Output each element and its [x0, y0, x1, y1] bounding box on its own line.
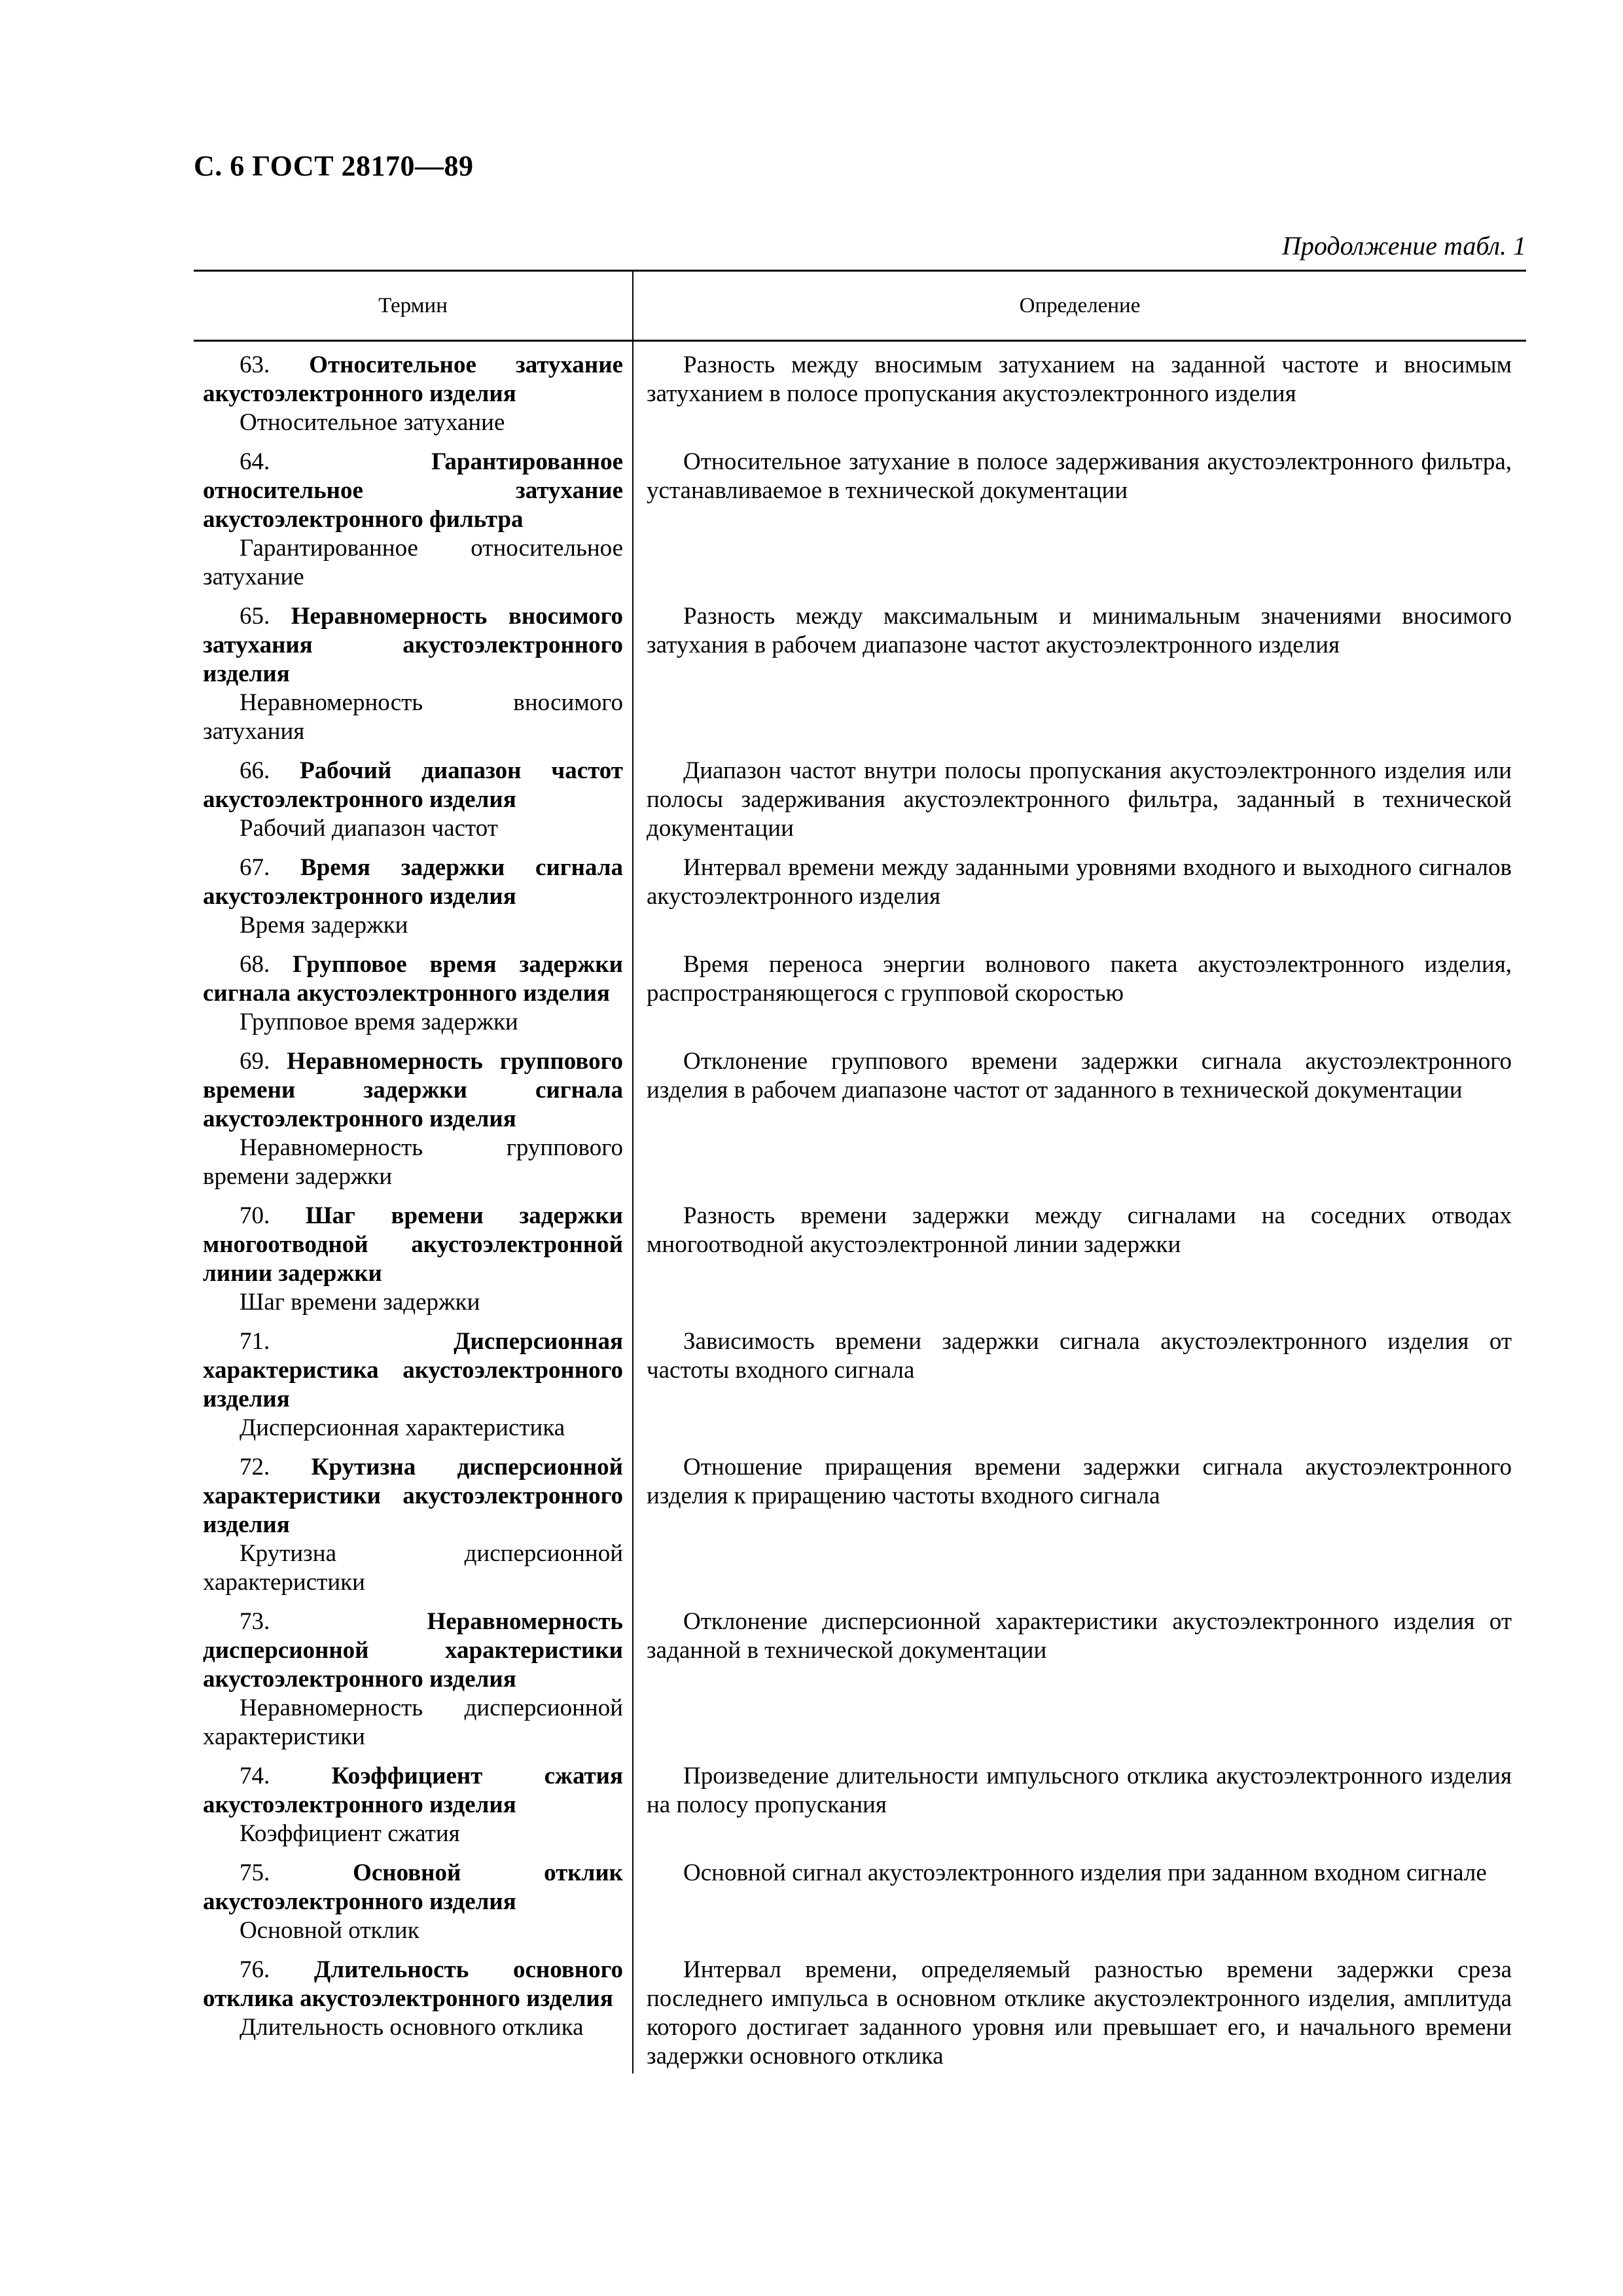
term-heading: [203, 1453, 623, 1539]
definition-cell: [632, 1039, 1526, 1194]
term-cell: [194, 594, 632, 749]
term-short-form: Относительное затухание: [240, 409, 505, 436]
term-name: Гарантированное относительное затухание акустоэлектронного фильтра: [203, 448, 623, 533]
definition-cell: [632, 1445, 1526, 1600]
term-cell: [194, 1600, 632, 1754]
term-short-form: Время задержки: [240, 912, 408, 939]
term-name: Дисперсионная характеристика акустоэлектронного изделия: [203, 1328, 623, 1412]
term-cell: [194, 1754, 632, 1851]
definition-cell: [632, 1319, 1526, 1445]
table-row: [194, 1851, 1526, 1948]
table-row: [194, 1039, 1526, 1194]
definition-cell: [632, 1194, 1526, 1319]
table-body: [194, 342, 1526, 2073]
term-heading: [203, 1327, 623, 1414]
term-short-form: Длительность основного отклика: [240, 2014, 584, 2041]
table-row: [194, 1948, 1526, 2073]
term-heading: [203, 351, 623, 408]
definition-cell: [632, 1948, 1526, 2073]
term-number: 75.: [240, 1859, 270, 1886]
term-cell: [194, 1851, 632, 1948]
term-heading: [203, 602, 623, 689]
term-heading: [203, 950, 623, 1008]
term-heading: [203, 448, 623, 534]
term-number: 66.: [240, 757, 270, 784]
term-short-form: Неравномерность вносимого затухания: [203, 689, 623, 745]
term-short-form: Коэффициент сжатия: [240, 1820, 460, 1847]
term-number: 63.: [240, 351, 270, 378]
definition-text: Интервал времени, определяемый разностью времени задержки среза последнего импульса в основном отклике акустоэлектронного изделия, амплитуда которого достигает заданного уровня или превышает его, и начального времени задержки основного отклика: [647, 1956, 1512, 2070]
term-heading: [203, 1762, 623, 1820]
table-row: [194, 846, 1526, 942]
definition-cell: [632, 1851, 1526, 1948]
term-short-form: Шаг времени задержки: [240, 1289, 480, 1316]
definition-text: Основной сигнал акустоэлектронного изделия при заданном входном сигнале: [683, 1859, 1487, 1886]
table-row: [194, 749, 1526, 846]
term-short-form: Дисперсионная характеристика: [240, 1414, 565, 1441]
term-number: 65.: [240, 603, 270, 630]
table-row: [194, 1600, 1526, 1754]
term-name: Шаг времени задержки многоотводной акустоэлектронной линии задержки: [203, 1202, 623, 1287]
term-name: Коэффициент сжатия акустоэлектронного изделия: [203, 1763, 623, 1818]
term-short-form: Крутизна дисперсионной характеристики: [203, 1540, 623, 1596]
term-name: Длительность основного отклика акустоэлектронного изделия: [203, 1956, 623, 2012]
terms-table: [194, 270, 1526, 2073]
term-name: Неравномерность группового времени задержки сигнала акустоэлектронного изделия: [203, 1048, 623, 1132]
term-heading: [203, 1607, 623, 1694]
definition-cell: [632, 1754, 1526, 1851]
term-name: Неравномерность дисперсионной характеристики акустоэлектронного изделия: [203, 1608, 623, 1693]
term-cell: [194, 1445, 632, 1600]
term-number: 72.: [240, 1454, 270, 1480]
table-row: [194, 594, 1526, 749]
term-heading: [203, 757, 623, 814]
term-number: 76.: [240, 1956, 270, 1983]
definition-cell: [632, 942, 1526, 1039]
column-header-definition: Определение: [632, 272, 1526, 340]
term-name: Относительное затухание акустоэлектронного изделия: [203, 351, 623, 407]
term-heading: [203, 853, 623, 911]
term-name: Групповое время задержки сигнала акустоэлектронного изделия: [203, 951, 624, 1007]
term-cell: [194, 942, 632, 1039]
term-name: Крутизна дисперсионной характеристики акустоэлектронного изделия: [203, 1454, 623, 1538]
term-short-form: Неравномерность группового времени задержки: [203, 1134, 623, 1190]
definition-cell: [632, 749, 1526, 846]
definition-text: Отклонение группового времени задержки сигнала акустоэлектронного изделия в рабочем диапазоне частот от заданного в технической документации: [647, 1048, 1512, 1103]
definition-cell: [632, 342, 1526, 440]
column-header-term: Термин: [378, 293, 448, 317]
definition-cell: [632, 440, 1526, 594]
table-row: [194, 1319, 1526, 1445]
term-name: Основной отклик акустоэлектронного изделия: [203, 1859, 623, 1915]
term-cell: [194, 749, 632, 846]
term-cell: [194, 1319, 632, 1445]
table-row: [194, 440, 1526, 594]
table-header: [194, 272, 1526, 342]
term-heading: [203, 1859, 623, 1916]
term-number: 67.: [240, 854, 270, 881]
definition-text: Произведение длительности импульсного отклика акустоэлектронного изделия на полосу пропускания: [647, 1763, 1512, 1818]
definition-cell: [632, 594, 1526, 749]
term-number: 69.: [240, 1048, 270, 1075]
term-name: Рабочий диапазон частот акустоэлектронного изделия: [203, 757, 623, 813]
definition-text: Отклонение дисперсионной характеристики акустоэлектронного изделия от заданной в технической документации: [647, 1608, 1512, 1664]
definition-text: Относительное затухание в полосе задерживания акустоэлектронного фильтра, устанавливаемое в технической документации: [647, 448, 1512, 504]
table-row: [194, 942, 1526, 1039]
term-cell: [194, 1948, 632, 2073]
definition-text: Интервал времени между заданными уровнями входного и выходного сигналов акустоэлектронного изделия: [647, 854, 1512, 910]
term-short-form: Групповое время задержки: [240, 1009, 518, 1035]
definition-cell: [632, 846, 1526, 942]
term-short-form: Рабочий диапазон частот: [240, 815, 498, 842]
table-row: [194, 1194, 1526, 1319]
definition-text: Отношение приращения времени задержки сигнала акустоэлектронного изделия к приращению частоты входного сигнала: [647, 1454, 1512, 1509]
table-row: [194, 1754, 1526, 1851]
term-cell: [194, 342, 632, 440]
term-short-form: Основной отклик: [240, 1917, 419, 1944]
definition-text: Разность между вносимым затуханием на заданной частоте и вносимым затуханием в полосе пропускания акустоэлектронного изделия: [647, 351, 1512, 407]
term-name: Неравномерность вносимого затухания акустоэлектронного изделия: [203, 603, 623, 687]
term-heading: [203, 1047, 623, 1134]
term-number: 74.: [240, 1763, 270, 1789]
term-number: 71.: [240, 1328, 270, 1355]
term-number: 68.: [240, 951, 270, 978]
term-cell: [194, 1194, 632, 1319]
page-header: С. 6 ГОСТ 28170—89: [194, 150, 474, 182]
term-number: 64.: [240, 448, 270, 475]
table-continuation-label: Продолжение табл. 1: [1281, 231, 1526, 260]
definition-text: Время переноса энергии волнового пакета акустоэлектронного изделия, распространяющегося с групповой скоростью: [647, 951, 1512, 1007]
definition-text: Разность между максимальным и минимальным значениями вносимого затухания в рабочем диапазоне частот акустоэлектронного изделия: [647, 603, 1512, 658]
table-row: [194, 342, 1526, 440]
term-heading: [203, 1956, 623, 2013]
term-short-form: Гарантированное относительное затухание: [203, 535, 623, 590]
definition-text: Зависимость времени задержки сигнала акустоэлектронного изделия от частоты входного сигнала: [647, 1328, 1512, 1384]
definition-cell: [632, 1600, 1526, 1754]
term-cell: [194, 846, 632, 942]
term-cell: [194, 1039, 632, 1194]
definition-text: Разность времени задержки между сигналами на соседних отводах многоотводной акустоэлектронной линии задержки: [647, 1202, 1512, 1258]
term-name: Время задержки сигнала акустоэлектронного изделия: [203, 854, 623, 910]
term-cell: [194, 440, 632, 594]
term-short-form: Неравномерность дисперсионной характеристики: [203, 1695, 623, 1750]
term-number: 70.: [240, 1202, 270, 1229]
term-number: 73.: [240, 1608, 270, 1635]
definition-text: Диапазон частот внутри полосы пропускания акустоэлектронного изделия или полосы задерживания акустоэлектронного фильтра, заданный в технической документации: [647, 757, 1512, 842]
table-row: [194, 1445, 1526, 1600]
term-heading: [203, 1202, 623, 1288]
